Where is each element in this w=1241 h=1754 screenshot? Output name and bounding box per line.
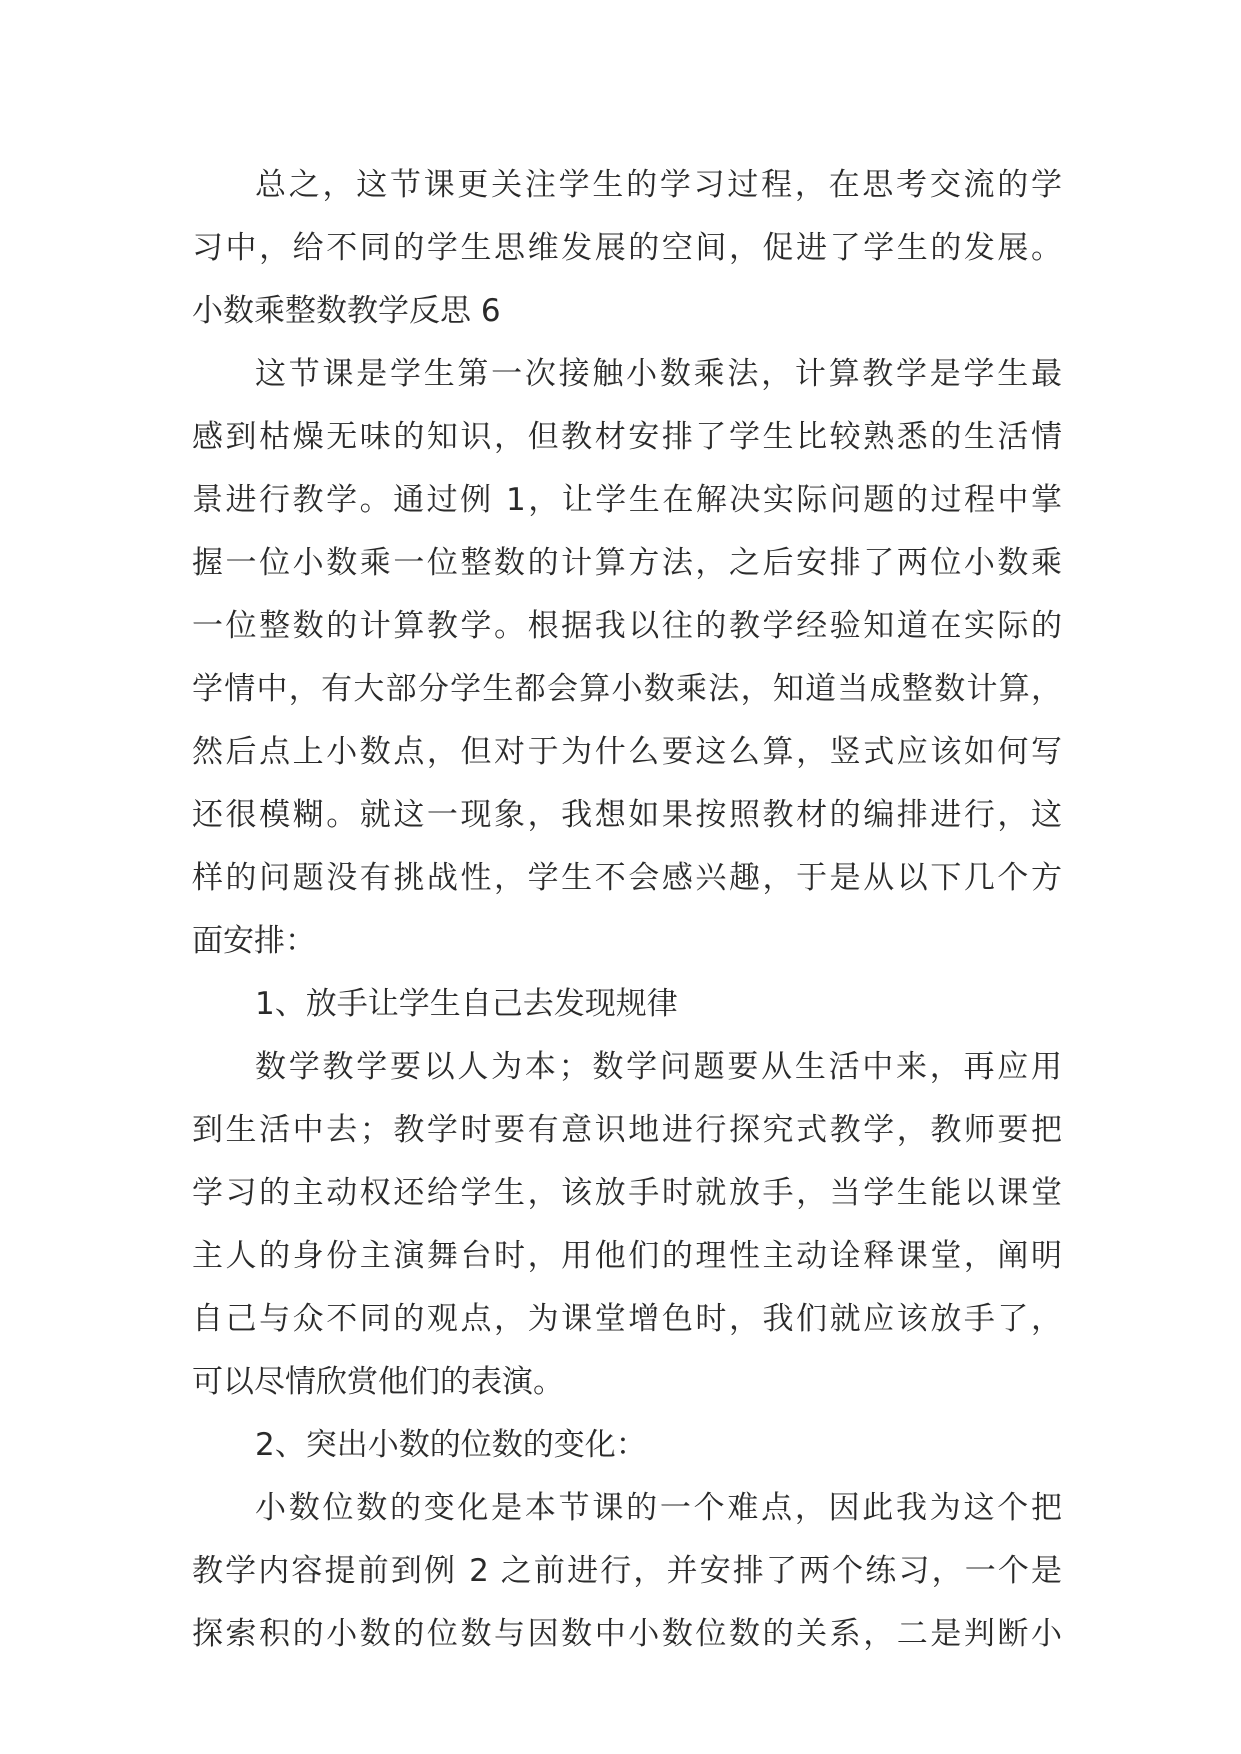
paragraph-line: 一位整数的计算教学。根据我以往的教学经验知道在实际的 [192, 608, 1062, 644]
paragraph-line: 学习的主动权还给学生，该放手时就放手，当学生能以课堂 [192, 1175, 1062, 1211]
paragraph-line: 样的问题没有挑战性，学生不会感兴趣，于是从以下几个方 [192, 860, 1062, 896]
paragraph-line: 习中，给不同的学生思维发展的空间，促进了学生的发展。 [192, 230, 1062, 266]
paragraph-line: 握一位小数乘一位整数的计算方法，之后安排了两位小数乘 [192, 545, 1062, 581]
list-heading: 1、放手让学生自己去发现规律 [255, 986, 678, 1022]
paragraph-line: 还很模糊。就这一现象，我想如果按照教材的编排进行，这 [192, 797, 1062, 833]
paragraph-line: 主人的身份主演舞台时，用他们的理性主动诠释课堂，阐明 [192, 1238, 1062, 1274]
paragraph-line: 景进行教学。通过例 1，让学生在解决实际问题的过程中掌 [192, 482, 1062, 518]
paragraph-line: 这节课是学生第一次接触小数乘法，计算教学是学生最 [255, 356, 1062, 392]
paragraph-line: 到生活中去；教学时要有意识地进行探究式教学，教师要把 [192, 1112, 1062, 1148]
paragraph-line: 小数位数的变化是本节课的一个难点，因此我为这个把 [255, 1490, 1062, 1526]
paragraph-line: 数学教学要以人为本；数学问题要从生活中来，再应用 [255, 1049, 1062, 1085]
paragraph-line: 教学内容提前到例 2 之前进行，并安排了两个练习，一个是 [192, 1553, 1062, 1589]
paragraph-line: 然后点上小数点，但对于为什么要这么算，竖式应该如何写 [192, 734, 1062, 770]
paragraph-line: 探索积的小数的位数与因数中小数位数的关系，二是判断小 [192, 1616, 1062, 1652]
paragraph-line: 感到枯燥无味的知识，但教材安排了学生比较熟悉的生活情 [192, 419, 1062, 455]
paragraph-line: 学情中，有大部分学生都会算小数乘法，知道当成整数计算， [192, 671, 1062, 707]
paragraph-line: 自己与众不同的观点，为课堂增色时，我们就应该放手了， [192, 1301, 1062, 1337]
paragraph-line: 可以尽情欣赏他们的表演。 [192, 1364, 564, 1400]
section-title: 小数乘整数教学反思 6 [192, 293, 501, 329]
list-heading: 2、突出小数的位数的变化： [255, 1427, 647, 1463]
paragraph-line: 面安排： [192, 923, 316, 959]
paragraph-line: 总之，这节课更关注学生的学习过程，在思考交流的学 [255, 167, 1062, 203]
